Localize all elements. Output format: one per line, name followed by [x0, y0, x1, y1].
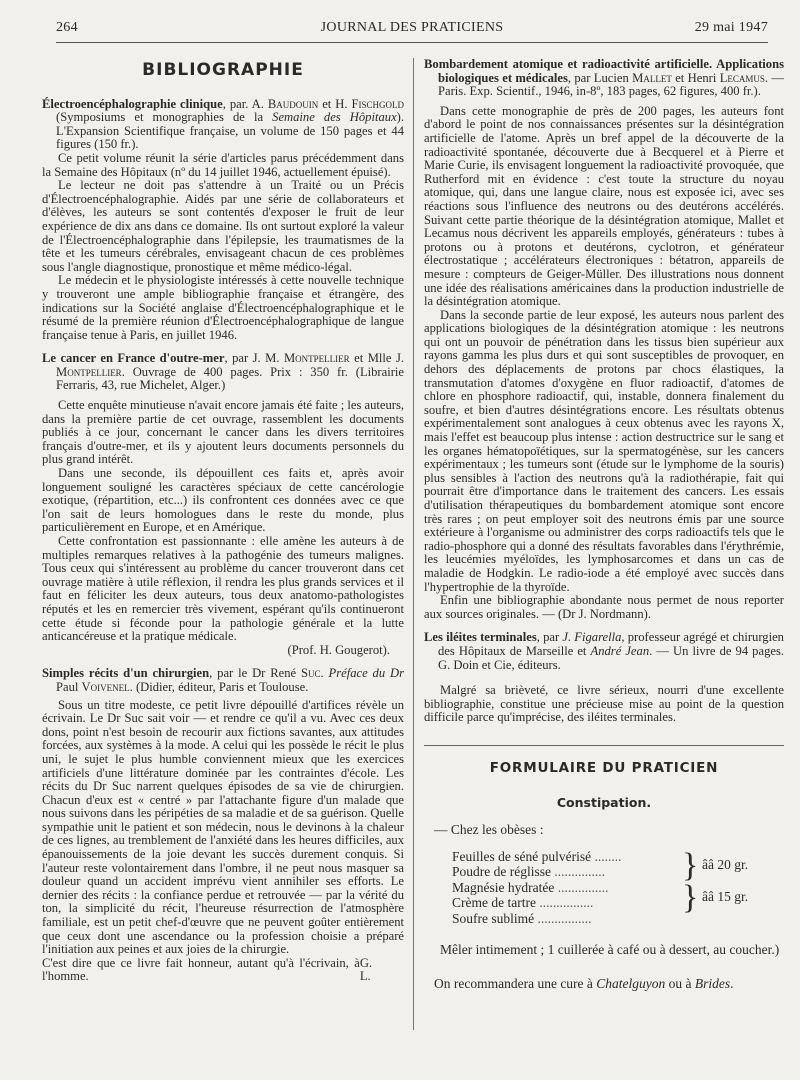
author-name: Suc	[300, 666, 321, 681]
review-paragraph: Enfin une bibliographie abondante nous permet de nous reporter aux sources originales. — (Dr J. Nordmann).	[424, 593, 784, 621]
book-title: Le cancer en France d'outre-mer	[42, 351, 225, 366]
entry-reference: Simples récits d'un chirurgien, par le Dr René Suc. Préface du Dr Paul Voivenel. (Didier, éditeur, Paris et Toulouse.	[42, 666, 405, 694]
author-name: Voivenel	[81, 679, 130, 694]
formula-list	[452, 846, 784, 927]
review-paragraph: Cette enquête minutieuse n'avait encore jamais été faite ; les auteurs, dans la première partie de cet ouvrage, rassemblent les documents publiés à ce jour, concernant le cancer dans les divers territoires français d'outre-mer, et ils y ajoutent leurs documents personnels du plus grand intérêt.	[42, 398, 405, 467]
review-closing	[42, 957, 404, 984]
author-name: Lecamus	[719, 70, 765, 85]
formula-intro: — Chez les obèses :	[434, 822, 544, 838]
section-divider	[424, 745, 784, 746]
spa-name: Brides	[694, 976, 731, 992]
book-title: Les iléites terminales	[424, 630, 537, 645]
running-head	[56, 20, 768, 43]
formulaire-section	[424, 759, 784, 992]
review-paragraph: Le lecteur ne doit pas s'attendre à un Traité ou un Précis d'Électroencéphalographie. Aidés par une série de collaborateurs et d'élèves, les auteurs se sont contentés d'exposer le fruit de leur expérience de dix ans dans ce domaine. Ils ont surtout exploré la valeur de l'Électroencéphalographie dans l'épilepsie, les traumatismes de la tête et les tumeurs cérébrales, envisageant chacun de ces problèmes sous l'angle diagnostique, pronostique et même médico-légal.	[42, 178, 404, 274]
review-paragraph: Dans la seconde partie de leur exposé, les auteurs nous parlent des applications biologiques de la désintégration atomique : les neutrons qui ont un pouvoir de pénétration dans les tissus bien supérieur aux rayons gamma les plus durs et qui sont susceptibles de provoquer, en dehors des déplacements de protons par chocs élastiques, la transmutation d'atomes d'oxygène en fluor radioactif, d'atomes de chlore en phosphore radioactif, qui, instable, donnera finalement du soufre, et bien d'autres désintégrations encore. Les résultats obtenus expérimentalement sont analogues à ceux obtenus avec les rayons X, mais l'effet est beaucoup plus intense : action destructrice sur le sang et les organes hématopoïétiques, sur la spermatogénèse, sur les cancers expérimentaux ; les tumeurs sont (étude sur le lymphome de la souris) plus sensibles à l'action des neutrons qu'à la radiothérapie, fait qui pourrait être d'importance dans le traitement des cancers. Les essais d'utilisation thérapeutiques du bombardement atomique sont encore très rares ; on peut employer soit des neutrons émis par une source extérieure à l'organisme ou administrer des corps radioactifs tels que le radio-phosphore qui a donné des résultats favorables dans l'érythrémie, les leucémies myéloïdes, les lymphosarcomes et dans un cas de maladie de Hodgkin. Le radio-iode a été employé avec succès dans l'hypertrophie de la thyroïde.	[424, 307, 784, 594]
author-name: Mallet	[632, 70, 672, 85]
review-paragraph: Sous un titre modeste, ce petit livre dépouillé d'artifices révèle un écrivain. Le Dr Suc sait voir — et rendre ce qu'il a vu. Avec ces deux dons, point n'est besoin de recourir aux fictions savantes, aux attitudes forcées, aux systèmes à la mode. A celui qui les possède le récit le plus uni, le sujet le plus humble conviennent mieux que les exercices artificiels d'une littérature dominée par les contraintes d'école. Les récits du Dr Suc narrent quelques épisodes de sa vie de chirurgien. Chacun d'eux est « centré » par l'attachante figure d'un malade que nous suivons dans les péripéties de sa maladie et de sa guérison. Quelle sympathie unit le patient et son médecin, nous le devinons à la chaleur de ces lignes, au tremblement de l'anxiété dans les heures difficiles, aux épanouissements de la joie devant les succès durement conquis. Si l'auteur reste volontairement dans l'ombre, il ne peut nous masquer sa douleur quand un accident imprévu vient annihiler ses efforts. Le dernier des récits : la confiance perdue et retrouvée — par la vérité du ton, la simplicité du récit, l'heureuse résurrection de l'atmosphère familiale, est un petit chef-d'œuvre que ne peuvent goûter entièrement que ceux dont une ascendance ou la profession choisie a préparé l'initiation aux peines et aux joies de la chirurgie.	[42, 697, 404, 957]
formulaire-title: FORMULAIRE DU PRATICIEN	[489, 759, 719, 776]
right-column	[424, 58, 784, 991]
left-column	[42, 58, 404, 984]
review-paragraph: Malgré sa brièveté, ce livre sérieux, nourri d'une excellente bibliographie, constitue une précieuse mise au point de la question difficile parce qu'imprécise, des iléites terminales.	[424, 683, 784, 725]
author-name: Montpellier	[283, 351, 350, 366]
formula-dose: ââ 15 gr.	[702, 888, 749, 904]
review-paragraph: Ce petit volume réunit la série d'articles parus précédemment dans la Semaine des Hôpitaux (nº du 14 juillet 1946, actuellement épuisé).	[42, 150, 404, 179]
formula-recommendation: On recommandera une cure à Chatelguyon ou à Brides.	[434, 976, 734, 992]
book-title: Simples récits d'un chirurgien	[42, 666, 210, 681]
formula-ingredient: Soufre sublimé ................	[452, 910, 592, 926]
entry-reference: Électroencéphalographie clinique, par. A. Baudouin et H. Fischgold (Symposiums et monographies de la Semaine des Hôpitaux). L'Expansion Scientifique française, un volume de 150 pages et 44 figures (150 fr.).	[42, 96, 405, 152]
section-title: BIBLIOGRAPHIE	[142, 60, 304, 80]
formulaire-subtitle: Constipation.	[556, 794, 652, 810]
issue-date: 29 mai 1947	[694, 20, 768, 35]
review-paragraph: Dans cette monographie de près de 200 pages, les auteurs font d'abord le point de nos connaissances présentes sur la désintégration artificielle de l'atome. Après un bref appel de la découverte de la radioactivité spontanée, découverte due à Becquerel et à Pierre et Marie Curie, ils envisagent longuement la radioactivité provoquée, que Rutherford mit en évidence : c'est toute la structure du noyau atomique, qui, dans une langue claire, nous est exposée ici, avec ses réactions sous l'influence des neutrons ou des deutérons accélérés. Suivant cette partie théorique de la désintégration atomique, Mallet et Lecamus nous décrivent les appareils employés, générateurs : tubes à protons ou à protons et deutérons, cyclotron, et générateur électrostatique ; accélérateurs électroniques : bétatron, appareils de mesure : compteurs de Geiger-Müller. Des illustrations nous donnent une idée des réalisations américaines dans la production industrielle de la désintégration atomique.	[424, 103, 784, 309]
book-title: Bombardement atomique et radioactivité artificielle. Applications biologiques et médicales	[424, 57, 784, 85]
formula-ingredient: Feuilles de séné pulvérisé ........	[452, 848, 622, 864]
review-paragraph: C'est dire que ce livre fait honneur, autant qu'à l'écrivain, à l'homme.	[42, 955, 360, 984]
entry-reference: Bombardement atomique et radioactivité artificielle. Applications biologiques et médicales, par Lucien Mallet et Henri Lecamus. — Paris. Exp. Scientif., 1946, in-8º, 183 pages, 62 figures, 400 fr.).	[424, 57, 784, 99]
formula-instructions: Mêler intimement ; 1 cuillerée à café ou à dessert, au coucher.)	[440, 942, 780, 958]
spa-name: Chatelguyon	[596, 976, 666, 992]
review-paragraph: Dans une seconde, ils dépouillent ces faits et, après avoir longuement souligné les caractères spéciaux de cette cancérologie exotique, (répartition, etc...) ils confrontent ces données avec ce que l'on sait de leurs homologues dans le reste du monde, plus particulièrement en Europe, et en Amérique.	[42, 466, 404, 535]
book-title: Électroencéphalographie clinique	[42, 96, 223, 111]
review-entry	[42, 352, 404, 657]
author-name: Fischgold	[351, 96, 404, 111]
formula-ingredient: Poudre de réglisse ...............	[452, 864, 605, 880]
brace-glyph: }	[682, 878, 699, 916]
formula-ingredient: Crème de tartre ................	[452, 895, 594, 911]
formula-ingredient: Magnésie hydratée ...............	[452, 879, 609, 895]
journal-title: JOURNAL DES PRATICIENS	[320, 20, 504, 35]
author-name: André Jean	[590, 643, 650, 658]
formula-dose: ââ 20 gr.	[702, 856, 749, 872]
author-name: Montpellier	[56, 364, 122, 379]
review-paragraph: Cette confrontation est passionnante : elle amène les auteurs à de multiples remarques relatives à la pathogénie des tumeurs malignes. Tous ceux qui s'intéressent au problème du cancer trouveront dans cet ouvrage matière à utile réflexion, il rendra les plus grands services et il faut en féliciter les deux auteurs, tous deux anatomo-pathologistes réputés et les en remercier très vivement, espérant qu'ils continueront cette étude si féconde pour la pathologie générale et la lutte anticancéreuse et la pratique médicale.	[42, 534, 404, 644]
page-number: 264	[56, 20, 78, 35]
reviewer-signature: (Prof. H. Gougerot).	[287, 642, 390, 657]
review-entry	[42, 667, 404, 984]
review-entry	[424, 631, 784, 725]
brace-glyph: }	[682, 846, 699, 884]
author-name: J. Figarella	[562, 630, 622, 645]
column-divider	[413, 58, 414, 1030]
review-entry	[42, 98, 404, 343]
author-name: Baudouin	[267, 96, 319, 111]
review-entry	[424, 58, 784, 621]
entry-reference: Le cancer en France d'outre-mer, par J. M. Montpellier et Mlle J. Montpellier. Ouvrage de 400 pages. Prix : 350 fr. (Librairie Ferraris, 43, rue Michelet, Alger.)	[42, 351, 404, 393]
review-paragraph: Le médecin et le physiologiste intéressés à cette nouvelle technique y trouveront une ample bibliographie française et étrangère, des indications sur la Société anglaise d'Électroencéphalographique et le résumé de la première réunion d'Électroencéphalographique de langue française tenue à Paris, en juillet 1946.	[42, 273, 404, 342]
entry-reference: Les iléites terminales, par J. Figarella, professeur agrégé et chirurgien des Hôpitaux de Marseille et André Jean. — Un livre de 94 pages. G. Doin et Cie, éditeurs.	[424, 630, 785, 672]
reviewer-signature: G. L.	[359, 955, 373, 984]
